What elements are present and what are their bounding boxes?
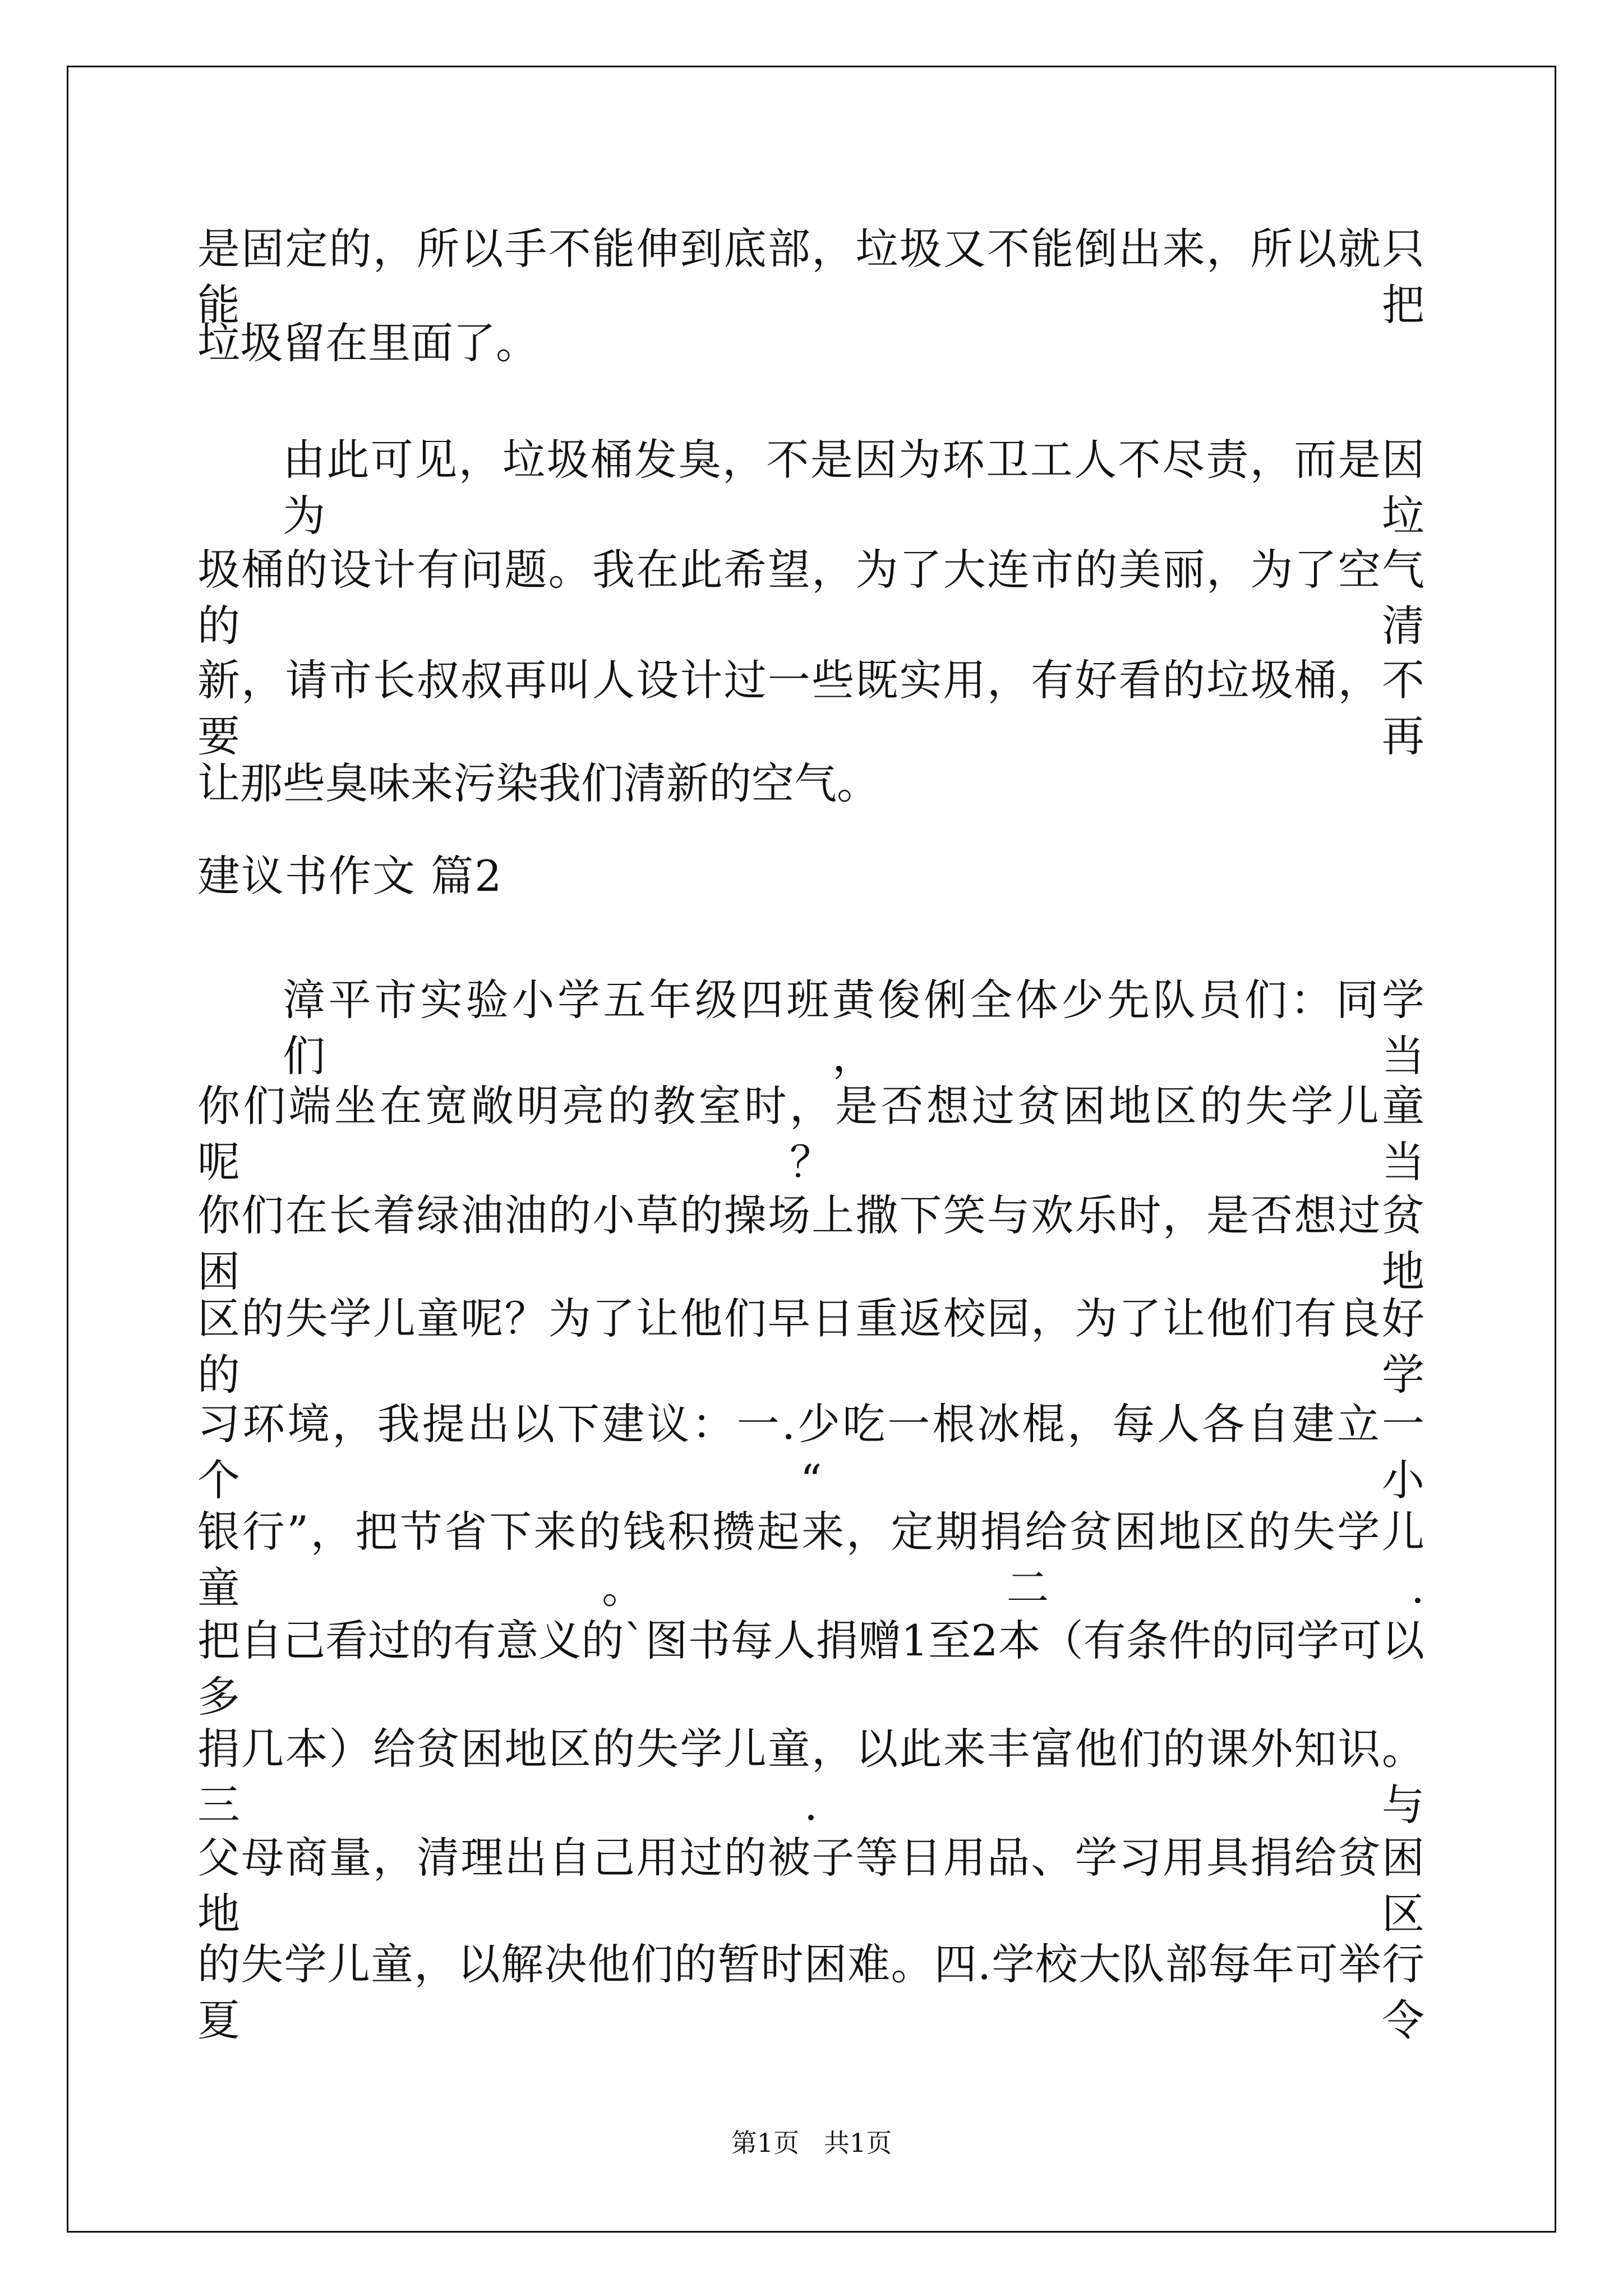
page-footer: 第1页 共1页: [731, 2128, 892, 2158]
body-text-line: 新，请市长叔叔再叫人设计过一些既实用，有好看的垃圾桶，不要再: [197, 655, 1424, 761]
body-text-line: 把自己看过的有意义的`图书每人捐赠1至2本（有条件的同学可以多: [197, 1616, 1424, 1722]
body-text-line: 你们端坐在宽敞明亮的教室时，是否想过贫困地区的失学儿童呢？当: [197, 1081, 1424, 1187]
body-text-line: 你们在长着绿油油的小草的操场上撒下笑与欢乐时，是否想过贫困地: [197, 1190, 1424, 1296]
body-text-line: 垃圾留在里面了。: [197, 318, 538, 368]
body-text-line: 圾桶的设计有问题。我在此希望，为了大连市的美丽，为了空气的清: [197, 545, 1424, 651]
body-text-line: 父母商量，清理出自己用过的被子等日用品、学习用具捐给贫困地区: [197, 1833, 1424, 1939]
body-text-line: 银行”，把节省下来的钱积攒起来，定期捐给贫困地区的失学儿童。二.: [197, 1507, 1424, 1613]
body-text-line: 由此可见，垃圾桶发臭，不是因为环卫工人不尽责，而是因为垃: [283, 435, 1424, 541]
body-text-line: 让那些臭味来污染我们清新的空气。: [197, 758, 879, 808]
section-heading: 建议书作文 篇2: [197, 851, 503, 901]
body-text-line: 的失学儿童，以解决他们的暂时困难。四.学校大队部每年可举行夏令: [197, 1939, 1424, 2045]
body-text-line: 漳平市实验小学五年级四班黄俊俐全体少先队员们：同学们，当: [283, 975, 1424, 1081]
body-text-line: 习环境，我提出以下建议：一.少吃一根冰棍，每人各自建立一个“小: [197, 1399, 1424, 1505]
body-text-line: 捐几本）给贫困地区的失学儿童，以此来丰富他们的课外知识。三.与: [197, 1724, 1424, 1830]
body-text-line: 是固定的，所以手不能伸到底部，垃圾又不能倒出来，所以就只能把: [197, 224, 1424, 330]
body-text-line: 区的失学儿童呢？为了让他们早日重返校园，为了让他们有良好的学: [197, 1294, 1424, 1400]
